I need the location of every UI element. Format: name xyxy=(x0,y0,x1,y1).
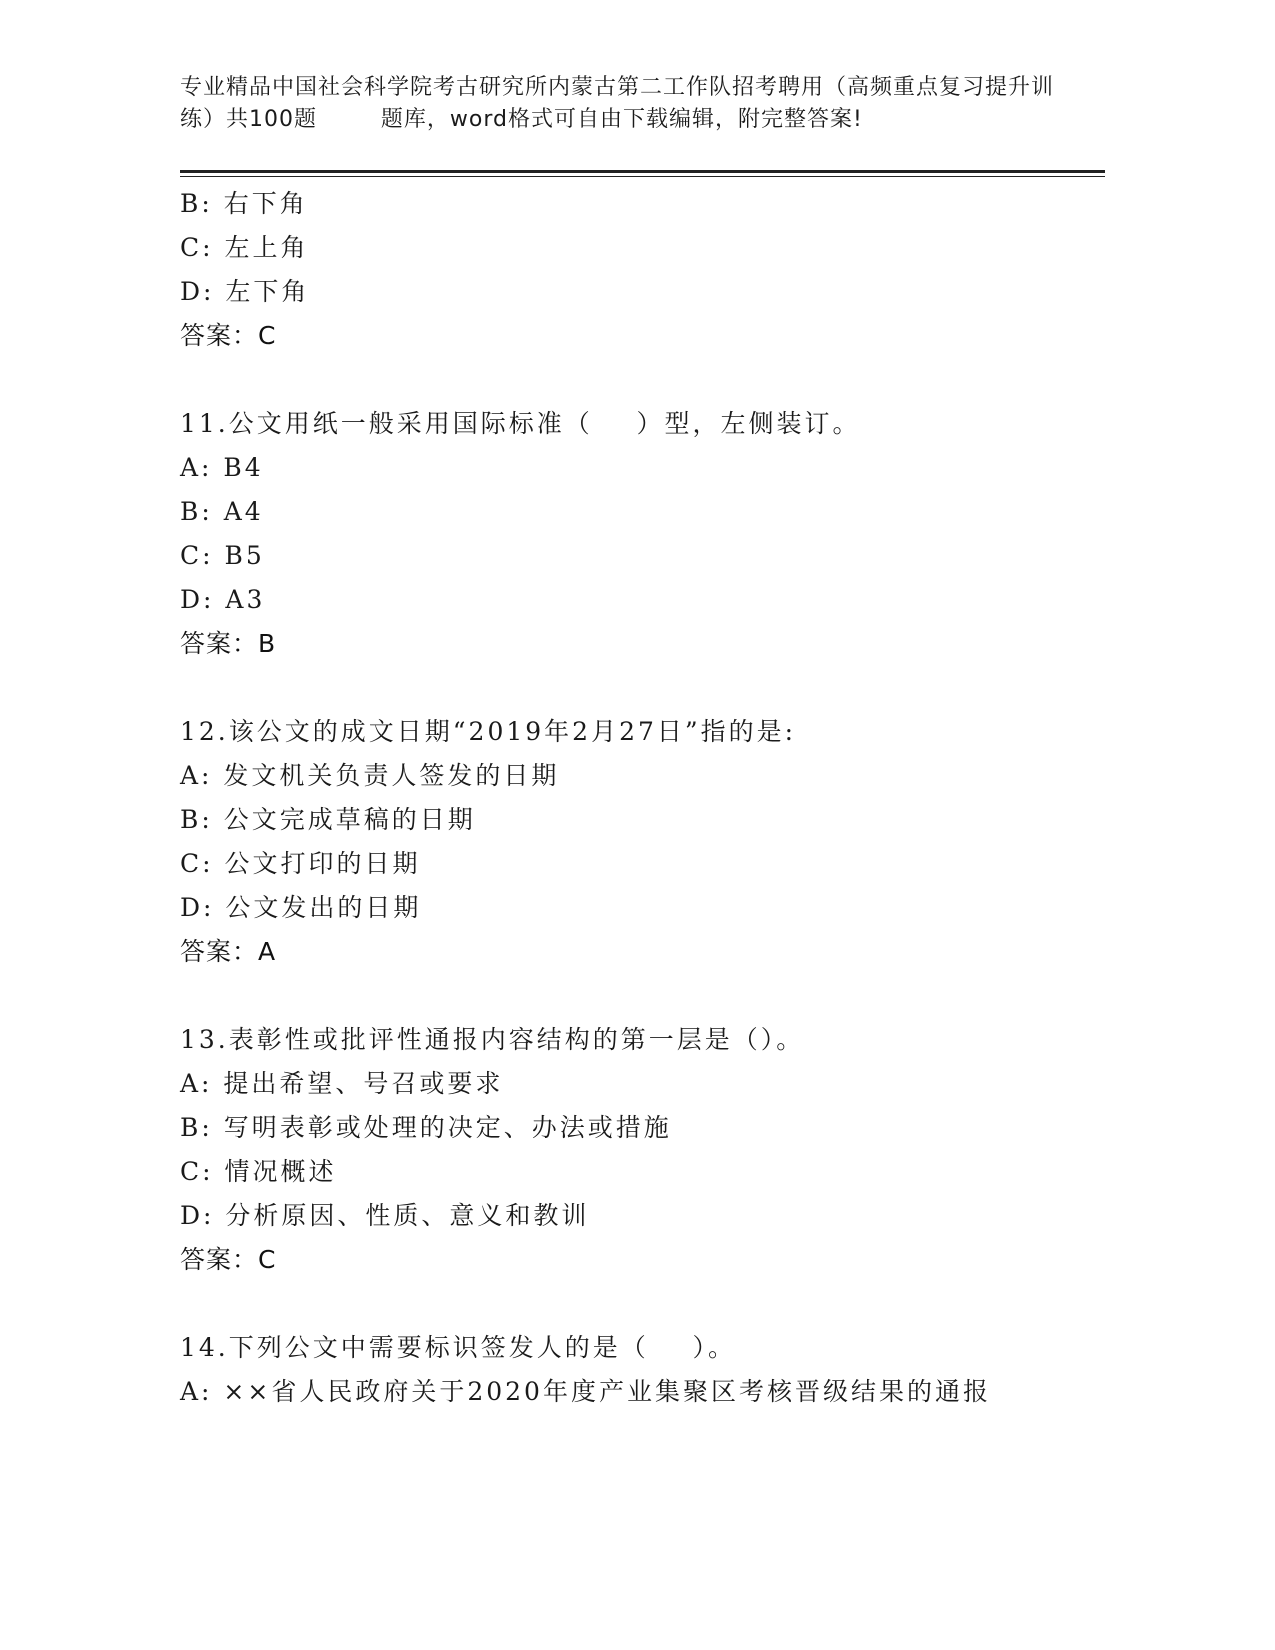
question-stem: 13.表彰性或批评性通报内容结构的第一层是（）。 xyxy=(180,1025,805,1054)
question-stem: 14.下列公文中需要标识签发人的是（ ）。 xyxy=(180,1333,737,1362)
option-line: A: 发文机关负责人签发的日期 xyxy=(180,761,560,790)
question-stem: 12.该公文的成文日期“2019年2月27日”指的是: xyxy=(180,717,797,746)
option-line: D: 左下角 xyxy=(180,277,310,306)
header-divider-thin xyxy=(180,176,1105,177)
question-partial xyxy=(180,182,1105,358)
option-line: B: 公文完成草稿的日期 xyxy=(180,805,476,834)
spacer xyxy=(180,974,1105,1018)
question-11 xyxy=(180,402,1105,666)
answer-line: 答案：C xyxy=(180,1245,277,1274)
answer-line: 答案：B xyxy=(180,629,277,658)
spacer xyxy=(180,666,1105,710)
question-13 xyxy=(180,1018,1105,1282)
option-line: A: 提出希望、号召或要求 xyxy=(180,1069,504,1098)
option-line: A: ××省人民政府关于2020年度产业集聚区考核晋级结果的通报 xyxy=(180,1377,991,1406)
option-line: A: B4 xyxy=(180,453,264,482)
document-body xyxy=(180,182,1105,1414)
document-header: 专业精品中国社会科学院考古研究所内蒙古第二工作队招考聘用（高频重点复习提升训练）共100题 题库，word格式可自由下载编辑，附完整答案! xyxy=(180,75,1055,132)
answer-line: 答案：C xyxy=(180,321,277,350)
option-line: C: 左上角 xyxy=(180,233,309,262)
question-12 xyxy=(180,710,1105,974)
spacer xyxy=(180,1282,1105,1326)
option-line: C: 公文打印的日期 xyxy=(180,849,421,878)
option-line: C: B5 xyxy=(180,541,265,570)
header-divider-thick xyxy=(180,170,1105,173)
option-line: B: A4 xyxy=(180,497,264,526)
spacer xyxy=(180,358,1105,402)
option-line: B: 右下角 xyxy=(180,189,308,218)
answer-line: 答案：A xyxy=(180,937,277,966)
option-line: D: 分析原因、性质、意义和教训 xyxy=(180,1201,590,1230)
option-line: C: 情况概述 xyxy=(180,1157,337,1186)
option-line: B: 写明表彰或处理的决定、办法或措施 xyxy=(180,1113,672,1142)
question-stem: 11.公文用纸一般采用国际标准（ ）型，左侧装订。 xyxy=(180,409,861,438)
option-line: D: A3 xyxy=(180,585,266,614)
question-14 xyxy=(180,1326,1105,1414)
option-line: D: 公文发出的日期 xyxy=(180,893,422,922)
